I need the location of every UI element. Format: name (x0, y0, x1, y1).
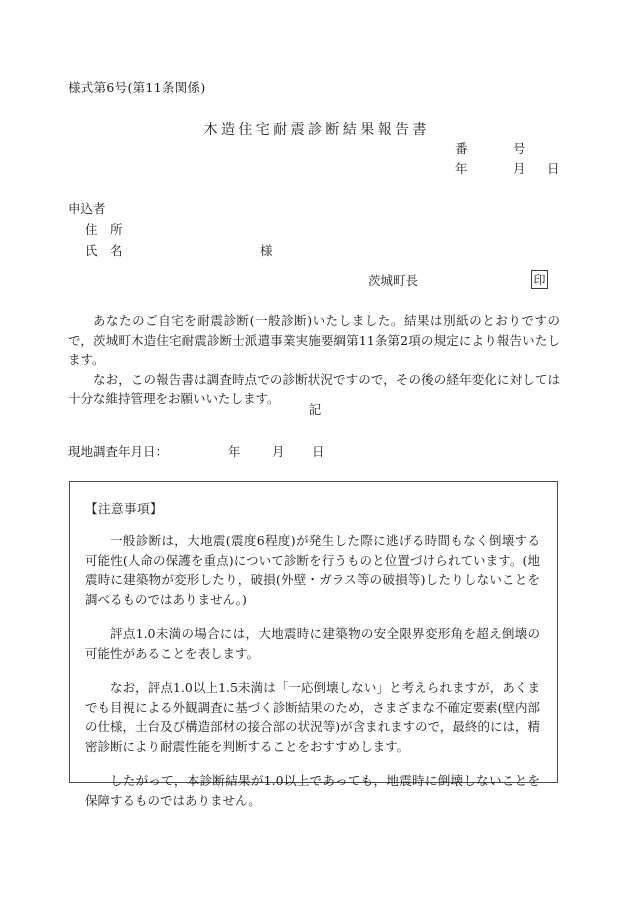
document-meta-block (455, 139, 575, 179)
document-title: 木造住宅耐震診断結果報告書 (203, 122, 430, 138)
date-month-label: 月 (513, 161, 526, 176)
body-text-block (68, 311, 560, 409)
issuer-title: 茨城町長 (368, 273, 419, 288)
number-label: 番 (455, 141, 468, 156)
ki-mark: 記 (308, 402, 322, 417)
survey-year-label: 年 (228, 444, 241, 459)
survey-month-label: 月 (272, 444, 285, 459)
number-unit: 号 (513, 141, 526, 156)
body-paragraph-2: なお，この報告書は調査時点での診断状況ですので，その後の経年変化に対しては十分な維持管理をお願いいたします。 (68, 371, 560, 406)
applicant-address-label: 住 所 (85, 222, 123, 237)
applicant-address-row (85, 219, 273, 240)
body-paragraph-1: あなたのご自宅を耐震診断(一般診断)いたしました。結果は別紙のとおりですので，茨城町木造住宅耐震診断士派遣事業実施要綱第11条第2項の規定により報告いたします。 (68, 313, 560, 367)
applicant-block (68, 198, 273, 261)
notice-heading: 【注意事項】 (85, 501, 164, 516)
document-date-row (455, 159, 575, 179)
survey-date-label: 現地調査年月日： (68, 444, 169, 459)
date-year-label: 年 (455, 161, 468, 176)
survey-day-label: 日 (312, 444, 325, 459)
notice-paragraph: 評点1.0未満の場合には，大地震時に建築物の安全限界変形角を超え倒壊の可能性があることを表します。 (85, 626, 540, 661)
survey-date-row (68, 442, 325, 460)
notice-box (69, 481, 558, 808)
document-number-row (455, 139, 575, 159)
seal-stamp-box: 印 (531, 270, 548, 289)
applicant-name-row (85, 240, 273, 261)
applicant-honorific: 様 (260, 243, 273, 258)
notice-content (70, 482, 557, 810)
form-number: 様式第6号(第11条関係) (68, 80, 206, 95)
applicant-heading: 申込者 (68, 201, 106, 216)
notice-paragraph: なお，評点1.0以上1.5未満は「一応倒壊しない」と考えられますが，あくまでも目視による外観調査に基づく診断結果のため，さまざまな不確定要素(壁内部の仕様，土台及び構造部材の接合部の状況等)が含まれますので，最終的には，精密診断により耐震性能を判断することをおすすめします。 (85, 680, 540, 754)
date-day-label: 日 (547, 161, 560, 176)
notice-paragraph: したがって，本診断結果が1.0以上であっても，地震時に倒壊しないことを保障するものではありません。 (85, 773, 540, 808)
notice-paragraph: 一般診断は，大地震(震度6程度)が発生した際に逃げる時間もなく倒壊する可能性(人命の保護を重点)について診断を行うものと位置づけられています。(地震時に建築物が変形したり，破損(外壁・ガラス等の破損等)したりしないことを調べるものではありません。) (85, 533, 540, 607)
applicant-name-label: 氏 名 (85, 243, 123, 258)
